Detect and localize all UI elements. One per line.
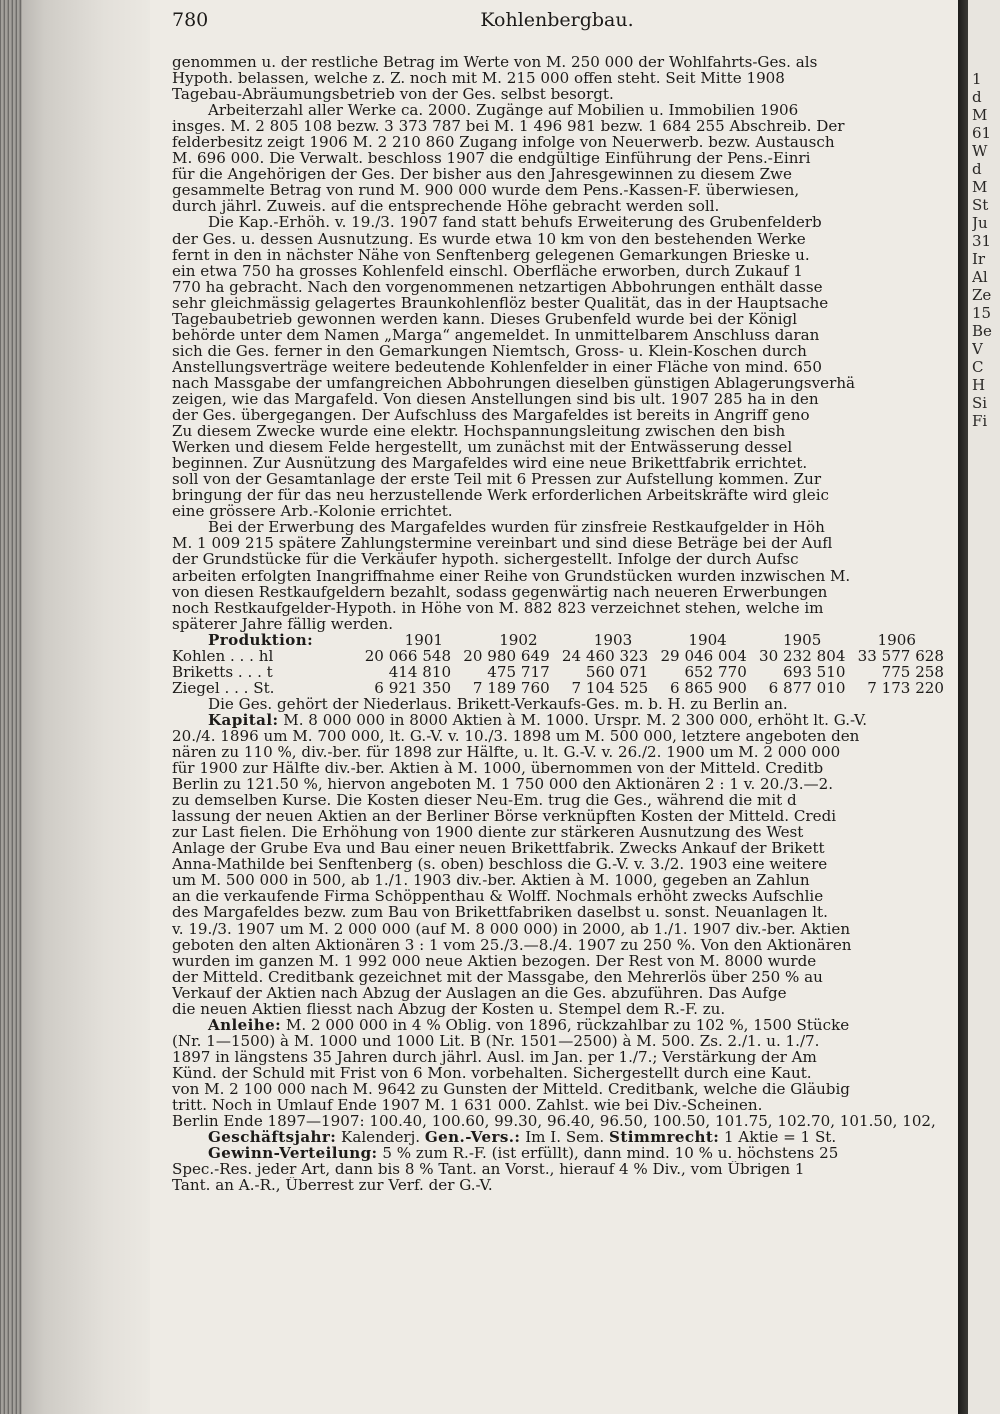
text-line: zu demselben Kurse. Die Kosten dieser Neu-Em. trug die Ges., während die mit d — [172, 792, 797, 809]
text-line: eine grössere Arb.-Kolonie errichtet. — [172, 503, 453, 520]
text-line: 770 ha gebracht. Nach den vorgenommenen netzartigen Abbohrungen enthält dasse — [172, 278, 823, 295]
production-row — [172, 664, 944, 680]
text-line: wurden im ganzen M. 1 992 000 neue Aktien bezogen. Der Rest von M. 8000 wurde — [172, 952, 817, 969]
facing-page-fragment: d — [972, 160, 982, 178]
text-line: der Ges. übergegangen. Der Aufschluss des Margafeldes ist bereits in Angriff geno — [172, 407, 810, 424]
text-line: für 1900 zur Hälfte div.-ber. Aktien à M. 1000, übernommen von der Mitteld. Creditb — [172, 760, 824, 777]
facing-page-fragments — [972, 70, 1000, 430]
text-line: geboten den alten Aktionären 3 : 1 vom 25./3.—8./4. 1907 zu 250 %. Von den Aktionären — [172, 936, 852, 953]
production-value-cell: 652 770 — [684, 662, 747, 681]
production-value-cell: 20 066 548 — [364, 646, 452, 665]
paragraph-arbeiterzahl — [172, 102, 944, 214]
text-line: Tagebau-Abräumungsbetrieb von der Ges. selbst besorgt. — [172, 86, 614, 103]
text-line: arbeiten erfolgten Inangriffnahme einer Reihe von Grundstücken wurden inzwischen M. — [172, 567, 851, 584]
facing-page-fragment: 15 — [972, 304, 992, 322]
gewinn-first-text: 5 % zum R.-F. (ist erfüllt), dann mind. 10 % u. höchstens 25 — [377, 1145, 839, 1162]
production-header-row — [172, 632, 944, 648]
anleihe-first-line — [172, 1017, 944, 1033]
text-line: Bei der Erwerbung des Margafeldes wurden für zinsfreie Restkaufgelder in Höh — [208, 519, 825, 536]
production-row-label: Briketts . . . t — [172, 662, 273, 681]
facing-page-fragment: C — [972, 358, 984, 376]
production-value-cell: 29 046 004 — [660, 646, 747, 665]
production-value-cell: 6 865 900 — [670, 678, 747, 697]
text-line: von M. 2 100 000 nach M. 9642 zu Gunsten der Mitteld. Creditbank, welche die Gläubig — [172, 1081, 850, 1098]
facing-page-fragment: St — [972, 196, 989, 214]
text-line: an die verkaufende Firma Schöppenthau & Wolff. Nochmals erhöht zwecks Aufschlie — [172, 888, 824, 905]
facing-page-fragment: Al — [972, 268, 988, 286]
text-line: tritt. Noch in Umlauf Ende 1907 M. 1 631 000. Zahlst. wie bei Div.-Scheinen. — [172, 1097, 763, 1114]
text-line: 1897 in längstens 35 Jahren durch jährl. Ausl. im Jan. per 1./7.; Verstärkung der Am — [172, 1048, 817, 1065]
geschaeftsjahr-label: Geschäftsjahr: — [208, 1129, 337, 1146]
facing-page-fragment: 1 — [972, 70, 982, 88]
text-line: behörde unter dem Namen „Marga“ angemeldet. In unmittelbarem Anschluss daran — [172, 326, 820, 343]
facing-page-fragment: 31 — [972, 232, 992, 250]
text-line: genommen u. der restliche Betrag im Werte von M. 250 000 der Wohlfahrts-Ges. als — [172, 54, 818, 71]
production-label: Produktion: — [208, 630, 314, 649]
production-value-cell: 33 577 628 — [857, 646, 945, 665]
paragraph-tagebau — [172, 54, 944, 102]
facing-page-fragment: V — [972, 340, 983, 358]
text-line: nären zu 110 %, div.-ber. für 1898 zur Hälfte, u. lt. G.-V. v. 26./2. 1900 um M. 2 000 000 — [172, 744, 841, 761]
text-line: noch Restkaufgelder-Hypoth. in Höhe von M. 882 823 verzeichnet stehen, welche im — [172, 599, 824, 616]
running-title: Kohlenbergbau. — [480, 9, 634, 31]
anleihe-first-text: M. 2 000 000 in 4 % Oblig. von 1896, rückzahlbar zu 102 %, 1500 Stücke — [281, 1016, 850, 1033]
gewinn-label: Gewinn-Verteilung: — [208, 1145, 378, 1162]
facing-page-fragment: W — [972, 142, 988, 160]
book-gutter — [0, 0, 150, 1414]
production-row-label: Ziegel . . . St. — [172, 678, 275, 697]
text-line: v. 19./3. 1907 um M. 2 000 000 (auf M. 8 000 000) in 2000, ab 1./1. 1907 div.-ber. Aktien — [172, 920, 851, 937]
production-value-cell: 414 810 — [388, 662, 452, 681]
text-line: ein etwa 750 ha grosses Kohlenfeld einschl. Oberfläche erworben, durch Zukauf 1 — [172, 262, 803, 279]
text-line: um M. 500 000 in 500, ab 1./1. 1903 div.-ber. Aktien à M. 1000, gegeben an Zahlun — [172, 872, 810, 889]
text-line: durch jährl. Zuweis. auf die entsprechende Höhe gebracht werden soll. — [172, 198, 720, 215]
text-line: Tant. an A.-R., Überrest zur Verf. der G.-V. — [172, 1177, 493, 1194]
production-value-cell: 30 232 804 — [759, 646, 846, 665]
year-cell: 1902 — [499, 630, 538, 649]
text-line: der Mitteld. Creditbank gezeichnet mit der Massgabe, den Mehrerlös über 250 % au — [172, 968, 823, 985]
text-line: Arbeiterzahl aller Werke ca. 2000. Zugänge auf Mobilien u. Immobilien 1906 — [208, 102, 799, 119]
facing-page-edge — [958, 0, 1000, 1414]
production-value-cell: 7 189 760 — [472, 678, 550, 697]
production-value-cell: 6 921 350 — [374, 678, 452, 697]
kapital-paragraph — [172, 728, 944, 1017]
stimmrecht-text: 1 Aktie = 1 St. — [719, 1129, 837, 1146]
anleihe-paragraph — [172, 1033, 944, 1129]
page-body — [172, 54, 944, 1193]
text-line: lassung der neuen Aktien an der Berliner Börse verknüpften Kosten der Mitteld. Credi — [172, 808, 837, 825]
text-line: Werken und diesem Felde hergestellt, um zunächst mit der Entwässerung dessel — [172, 439, 793, 456]
page-header — [172, 6, 942, 34]
text-line: Spec.-Res. jeder Art, dann bis 8 % Tant. an Vorst., hierauf 4 % Div., vom Übrigen 1 — [172, 1161, 805, 1178]
gen-vers-label: Gen.-Vers.: — [424, 1129, 521, 1146]
text-line: Berlin zu 121.50 %, hiervon angeboten M. 1 750 000 den Aktionären 2 : 1 v. 20./3.—2. — [172, 776, 834, 793]
production-value-cell: 6 877 010 — [768, 678, 846, 697]
text-line: (Nr. 1—1500) à M. 1000 und 1000 Lit. B (Nr. 1501—2500) à M. 500. Zs. 2./1. u. 1./7. — [172, 1032, 820, 1049]
facing-page-fragment: Ir — [972, 250, 986, 268]
text-line: soll von der Gesamtanlage der erste Teil mit 6 Pressen zur Aufstellung kommen. Zur — [172, 471, 822, 488]
production-value-cell: 775 258 — [881, 662, 945, 681]
year-cell: 1903 — [593, 630, 633, 649]
text-line: fernt in den in nächster Nähe von Senftenberg gelegenen Gemarkungen Brieske u. — [172, 246, 810, 263]
text-line: zeigen, wie das Margafeld. Von diesen Anstellungen sind bis ult. 1907 285 ha in den — [172, 390, 819, 408]
year-cell: 1901 — [404, 630, 444, 649]
text-line: Anna-Mathilde bei Senftenberg (s. oben) beschloss die G.-V. v. 3./2. 1903 eine weitere — [172, 856, 828, 873]
text-line: für die Angehörigen der Ges. Der bisher aus den Jahresgewinnen zu diesem Zwe — [172, 166, 792, 183]
facing-page-fragment: Si — [972, 394, 988, 412]
kapital-first-text: M. 8 000 000 in 8000 Aktien à M. 1000. Urspr. M. 2 300 000, erhöht lt. G.-V. — [278, 711, 868, 728]
gen-vers-text: Im I. Sem. — [520, 1129, 610, 1146]
production-table — [172, 648, 944, 696]
page-number: 780 — [172, 9, 209, 31]
text-line: späterer Jahre fällig werden. — [172, 615, 393, 632]
production-row — [172, 648, 944, 664]
text-line: des Margafeldes bezw. zum Bau von Brikettfabriken daselbst u. sonst. Neuanlagen lt. — [172, 904, 828, 921]
stimmrecht-label: Stimmrecht: — [609, 1129, 720, 1146]
text-line: Anstellungsverträge weitere bedeutende Kohlenfelder in einer Fläche von mind. 650 — [172, 358, 823, 375]
binding-shadow — [958, 0, 968, 1414]
production-value-cell: 560 071 — [585, 662, 649, 681]
geschaeftsjahr-text: Kalenderj. — [336, 1129, 425, 1146]
text-line: Verkauf der Aktien nach Abzug der Auslagen an die Ges. abzuführen. Das Aufge — [172, 984, 787, 1001]
year-cell: 1906 — [877, 630, 916, 649]
text-line: Tagebaubetrieb gewonnen werden kann. Dieses Grubenfeld wurde bei der Königl — [172, 310, 798, 327]
text-line: insges. M. 2 805 108 bezw. 3 373 787 bei M. 1 496 981 bezw. 1 684 255 Abschreib. Der — [172, 118, 845, 135]
facing-page-fragment: H — [972, 376, 986, 394]
anleihe-label: Anleihe: — [208, 1016, 282, 1033]
year-cell: 1904 — [688, 630, 727, 649]
production-value-cell: 7 104 525 — [571, 678, 649, 697]
facing-page-fragment: Ju — [972, 214, 988, 232]
text-line: Die Kap.-Erhöh. v. 19./3. 1907 fand statt behufs Erweiterung des Grubenfelderb — [208, 214, 822, 231]
text-line: M. 696 000. Die Verwalt. beschloss 1907 die endgültige Einführung der Pens.-Einri — [172, 150, 811, 167]
text-line: bringung der für das neu herzustellende Werk erforderlichen Arbeitskräfte wird gleic — [172, 487, 829, 504]
production-note: Die Ges. gehört der Niederlaus. Brikett-Verkaufs-Ges. m. b. H. zu Berlin an. — [208, 695, 788, 712]
text-line: nach Massgabe der umfangreichen Abbohrungen dieselben günstigen Ablagerungsverhä — [172, 374, 856, 391]
production-value-cell: 7 173 220 — [867, 678, 945, 697]
facing-page-fragment: Ze — [972, 286, 992, 304]
facing-page-fragment: Fi — [972, 412, 988, 430]
text-line: Anlage der Grube Eva und Bau einer neuen Brikettfabrik. Zwecks Ankauf der Brikett — [172, 840, 825, 857]
text-line: sehr gleichmässig gelagertes Braunkohlenflöz bester Qualität, das in der Hauptsache — [172, 294, 829, 311]
text-line: M. 1 009 215 spätere Zahlungstermine vereinbart und sind diese Beträge bei der Aufl — [172, 535, 833, 552]
meta-line — [172, 1129, 944, 1145]
facing-page-fragment: M — [972, 178, 988, 196]
facing-page-fragment: Be — [972, 322, 992, 340]
paragraph-kap-erhoehung — [172, 214, 944, 519]
text-line: Hypoth. belassen, welche z. Z. noch mit M. 215 000 offen steht. Seit Mitte 1908 — [172, 70, 785, 87]
text-line: 20./4. 1896 um M. 700 000, lt. G.-V. v. 10./3. 1898 um M. 500 000, letztere angeboten den — [172, 727, 860, 745]
year-cell: 1905 — [782, 630, 822, 649]
facing-page-fragment: 61 — [972, 124, 992, 142]
text-line: von diesen Restkaufgeldern bezahlt, sodass gegenwärtig nach neueren Erwerbungen — [172, 583, 828, 600]
paragraph-restkaufgelder — [172, 519, 944, 631]
gewinn-paragraph — [172, 1161, 944, 1193]
text-line: zur Last fielen. Die Erhöhung von 1900 diente zur stärkeren Ausnutzung des West — [172, 824, 804, 841]
text-line: felderbesitz zeigt 1906 M. 2 210 860 Zugang infolge von Neuerwerb. bezw. Austausch — [172, 134, 835, 151]
text-line: sich die Ges. ferner in den Gemarkungen Niemtsch, Gross- u. Klein-Koschen durch — [172, 342, 807, 359]
text-line: gesammelte Betrag von rund M. 900 000 wurde dem Pens.-Kassen-F. überwiesen, — [172, 182, 800, 199]
production-row-label: Kohlen . . . hl — [172, 646, 274, 665]
facing-page-fragment: d — [972, 88, 982, 106]
gewinn-first-line — [172, 1145, 944, 1161]
text-line: Künd. der Schuld mit Frist von 6 Mon. vorbehalten. Sichergestellt durch eine Kaut. — [172, 1064, 812, 1081]
production-row — [172, 680, 944, 696]
kapital-label: Kapital: — [208, 711, 279, 728]
text-line: beginnen. Zur Ausnützung des Margafeldes wird eine neue Brikettfabrik errichtet. — [172, 455, 808, 472]
facing-page-fragment: M — [972, 106, 988, 124]
text-line: Berlin Ende 1897—1907: 100.40, 100.60, 99.30, 96.40, 96.50, 100.50, 101.75, 102.70, 101.50, 102, — [172, 1113, 936, 1130]
text-line: Zu diesem Zwecke wurde eine elektr. Hochspannungsleitung zwischen den bish — [172, 423, 786, 440]
text-line: der Ges. u. dessen Ausnutzung. Es wurde etwa 10 km von den bestehenden Werke — [172, 230, 806, 247]
text-line: die neuen Aktien fliesst nach Abzug der Kosten u. Stempel dem R.-F. zu. — [172, 1000, 726, 1017]
text-line: der Grundstücke für die Verkäufer hypoth. sichergestellt. Infolge der durch Aufsc — [172, 551, 799, 568]
production-value-cell: 693 510 — [783, 662, 846, 681]
production-value-cell: 20 980 649 — [463, 646, 550, 665]
production-value-cell: 24 460 323 — [561, 646, 649, 665]
production-value-cell: 475 717 — [487, 662, 550, 681]
kapital-first-line — [172, 712, 944, 728]
